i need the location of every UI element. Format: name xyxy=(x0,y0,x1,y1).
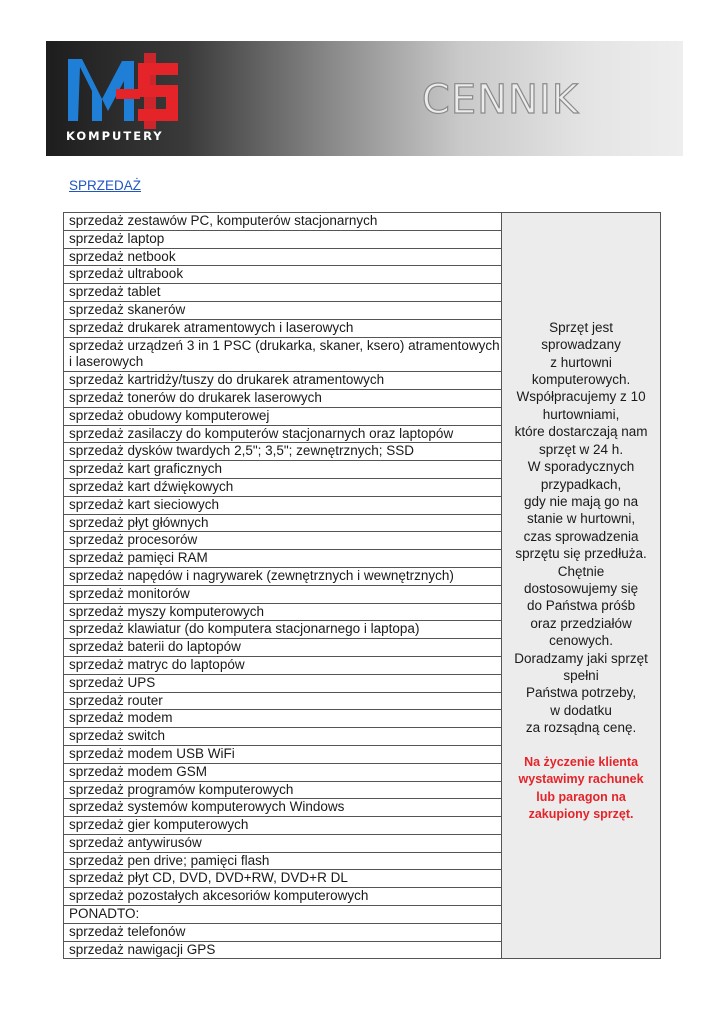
side-note-line: do Państwa próśb xyxy=(527,598,636,614)
side-note-line: W sporadycznych xyxy=(527,459,635,475)
item-cell: sprzedaż telefonów xyxy=(64,923,502,941)
side-note-text xyxy=(502,319,660,737)
logo-text: KOMPUTERY xyxy=(66,129,164,143)
logo-letter-m xyxy=(68,59,102,121)
item-cell: sprzedaż netbook xyxy=(64,248,502,266)
side-note-line: czas sprowadzenia xyxy=(523,528,639,544)
side-note-line: z hurtowni xyxy=(550,354,612,370)
item-cell: sprzedaż monitorów xyxy=(64,585,502,603)
item-cell: sprzedaż baterii do laptopów xyxy=(64,639,502,657)
item-cell: sprzedaż kartridży/tuszy do drukarek atramentowych xyxy=(64,372,502,390)
item-cell: sprzedaż nawigacji GPS xyxy=(64,941,502,959)
item-cell: sprzedaż myszy komputerowych xyxy=(64,603,502,621)
item-cell: sprzedaż klawiatur (do komputera stacjonarnego i laptopa) xyxy=(64,621,502,639)
side-note-line: Sprzęt jest xyxy=(549,319,613,335)
item-cell: sprzedaż modem xyxy=(64,710,502,728)
item-cell: sprzedaż zasilaczy do komputerów stacjonarnych oraz laptopów xyxy=(64,425,502,443)
side-note-line: sprzętu się przedłuża. xyxy=(515,546,647,562)
side-note-line: dostosowujemy się xyxy=(524,580,639,596)
side-note-cell xyxy=(502,213,661,959)
invoice-notice-line: lub paragon na xyxy=(536,789,626,804)
side-note-line: oraz przedziałów xyxy=(530,615,632,631)
header-banner xyxy=(46,41,683,156)
side-note-line: Chętnie xyxy=(557,563,605,579)
item-cell: sprzedaż gier komputerowych xyxy=(64,817,502,835)
invoice-notice-line: Na życzenie klienta xyxy=(524,754,639,769)
item-cell: sprzedaż urządzeń 3 in 1 PSC (drukarka, skaner, ksero) atramentowych i laserowych xyxy=(64,337,502,372)
item-cell: sprzedaż tablet xyxy=(64,284,502,302)
item-cell: sprzedaż pamięci RAM xyxy=(64,550,502,568)
item-cell: sprzedaż kart graficznych xyxy=(64,461,502,479)
item-cell: sprzedaż pen drive; pamięci flash xyxy=(64,852,502,870)
item-cell: sprzedaż obudowy komputerowej xyxy=(64,407,502,425)
side-note-line: komputerowych. xyxy=(531,372,631,388)
side-note-line: które dostarczają nam xyxy=(514,424,648,440)
item-cell: sprzedaż drukarek atramentowych i laserowych xyxy=(64,319,502,337)
side-note-line: Państwa potrzeby, xyxy=(526,685,637,701)
side-note-line: sprowadzany xyxy=(541,337,621,353)
side-note-line: gdy nie mają go na xyxy=(524,493,639,509)
item-cell: sprzedaż programów komputerowych xyxy=(64,781,502,799)
item-cell: sprzedaż kart sieciowych xyxy=(64,496,502,514)
item-cell: sprzedaż ultrabook xyxy=(64,266,502,284)
item-cell: sprzedaż procesorów xyxy=(64,532,502,550)
invoice-notice-line: wystawimy rachunek xyxy=(518,772,644,787)
item-cell: sprzedaż płyt CD, DVD, DVD+RW, DVD+R DL xyxy=(64,870,502,888)
table-row xyxy=(64,213,661,231)
side-note-line: sprzęt w 24 h. xyxy=(539,441,624,457)
item-cell: sprzedaż kart dźwiękowych xyxy=(64,478,502,496)
item-cell: sprzedaż pozostałych akcesoriów komputerowych xyxy=(64,888,502,906)
item-cell: PONADTO: xyxy=(64,906,502,924)
item-cell: sprzedaż modem USB WiFi xyxy=(64,745,502,763)
item-cell: sprzedaż router xyxy=(64,692,502,710)
item-cell: sprzedaż antywirusów xyxy=(64,834,502,852)
item-cell: sprzedaż tonerów do drukarek laserowych xyxy=(64,389,502,407)
side-note-line: przypadkach, xyxy=(540,476,622,492)
item-cell: sprzedaż laptop xyxy=(64,230,502,248)
item-cell: sprzedaż modem GSM xyxy=(64,763,502,781)
item-cell: sprzedaż dysków twardych 2,5"; 3,5"; zewnętrznych; SSD xyxy=(64,443,502,461)
item-cell: sprzedaż UPS xyxy=(64,674,502,692)
item-cell: sprzedaż zestawów PC, komputerów stacjonarnych xyxy=(64,213,502,231)
price-table xyxy=(63,212,661,959)
side-note-line: cenowych. xyxy=(549,633,613,649)
item-cell: sprzedaż napędów i nagrywarek (zewnętrznych i wewnętrznych) xyxy=(64,567,502,585)
side-note-line: w dodatku xyxy=(550,702,612,718)
item-cell: sprzedaż płyt głównych xyxy=(64,514,502,532)
side-note-line: hurtowniami, xyxy=(542,406,620,422)
item-cell: sprzedaż skanerów xyxy=(64,301,502,319)
section-link-sprzedaz[interactable]: SPRZEDAŻ xyxy=(69,178,142,193)
side-note-line: za rozsądną cenę. xyxy=(525,720,637,736)
side-note-line: stanie w hurtowni, xyxy=(527,511,636,527)
side-note-line: spełni xyxy=(563,667,599,683)
page-title: CENNIK xyxy=(421,77,579,123)
item-cell: sprzedaż switch xyxy=(64,728,502,746)
side-note-line: Współpracujemy z 10 xyxy=(516,389,646,405)
invoice-notice-line: zakupiony sprzęt. xyxy=(528,807,634,822)
invoice-notice xyxy=(502,754,660,824)
item-cell: sprzedaż matryc do laptopów xyxy=(64,656,502,674)
item-cell: sprzedaż systemów komputerowych Windows xyxy=(64,799,502,817)
side-note-line: Doradzamy jaki sprzęt xyxy=(514,650,648,666)
